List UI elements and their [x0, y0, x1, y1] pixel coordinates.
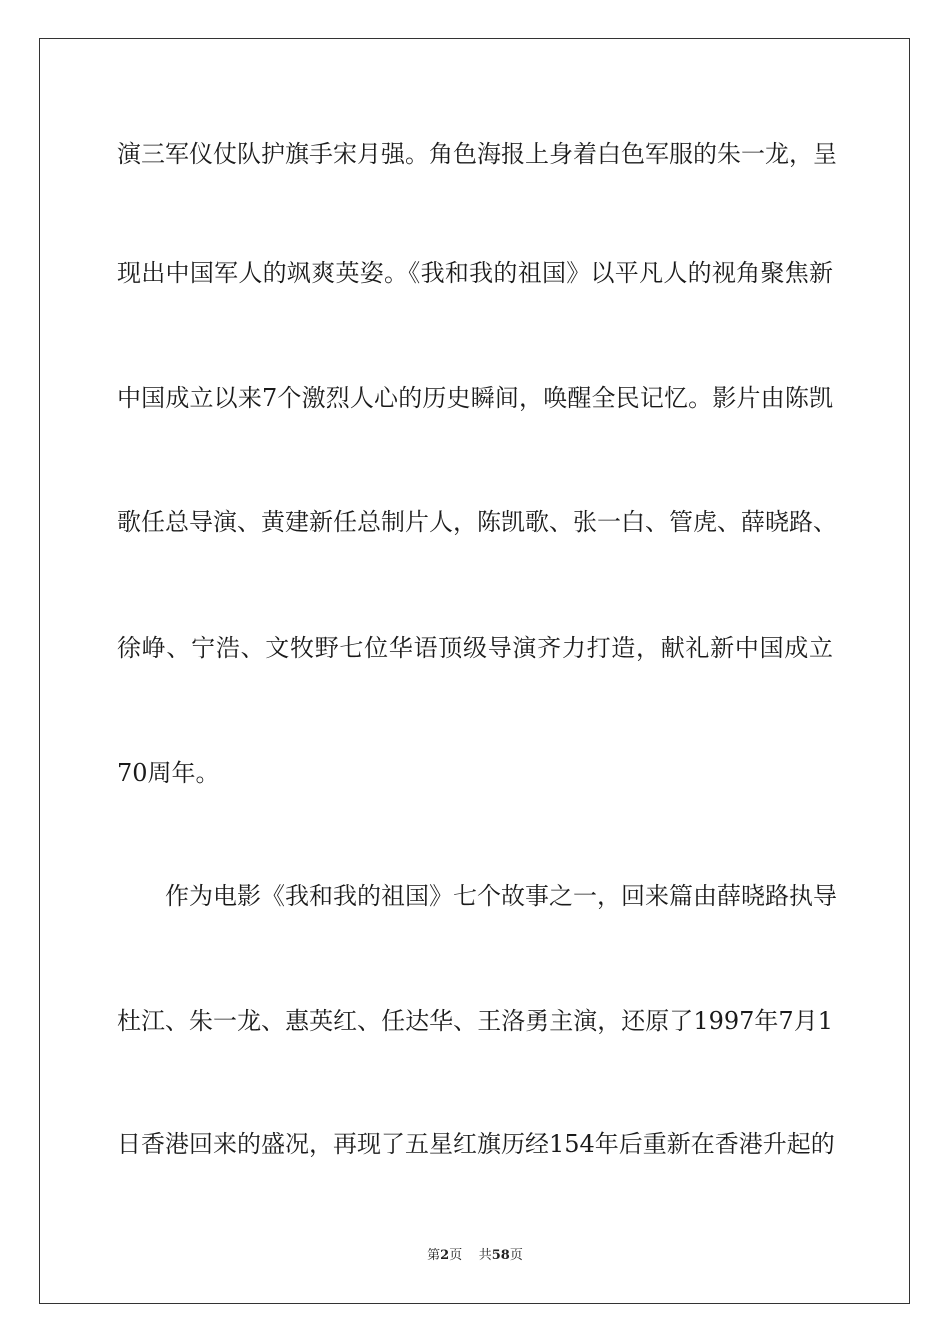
footer-page-number: 2 — [440, 1248, 450, 1263]
page-footer — [0, 1247, 950, 1265]
body-line-4: 歌任总导演、黄建新任总制片人，陈凯歌、张一白、管虎、薛晓路、 — [117, 508, 837, 536]
footer-page-unit: 页 — [449, 1248, 463, 1263]
body-line-8: 杜江、朱一龙、惠英红、任达华、王洛勇主演，还原了1997年7月1 — [117, 1007, 833, 1035]
footer-page-prefix: 第 — [427, 1248, 441, 1263]
body-line-2: 现出中国军人的飒爽英姿。《我和我的祖国》以平凡人的视角聚焦新 — [117, 259, 833, 287]
body-line-7-indented: 作为电影《我和我的祖国》七个故事之一，回来篇由薛晓路执导 — [165, 882, 837, 910]
body-line-6: 70周年。 — [117, 759, 220, 787]
body-line-3: 中国成立以来7个激烈人心的历史瞬间，唤醒全民记忆。影片由陈凯 — [117, 384, 833, 412]
footer-total-unit: 页 — [509, 1248, 523, 1263]
body-line-5: 徐峥、宁浩、文牧野七位华语顶级导演齐力打造，献礼新中国成立 — [117, 634, 833, 662]
body-line-1: 演三军仪仗队护旗手宋月强。角色海报上身着白色军服的朱一龙，呈 — [117, 140, 837, 168]
footer-total-prefix: 共 — [478, 1248, 492, 1263]
footer-total-pages: 58 — [491, 1248, 510, 1263]
body-line-9: 日香港回来的盛况，再现了五星红旗历经154年后重新在香港升起的 — [117, 1130, 835, 1158]
page-border — [39, 38, 910, 1304]
